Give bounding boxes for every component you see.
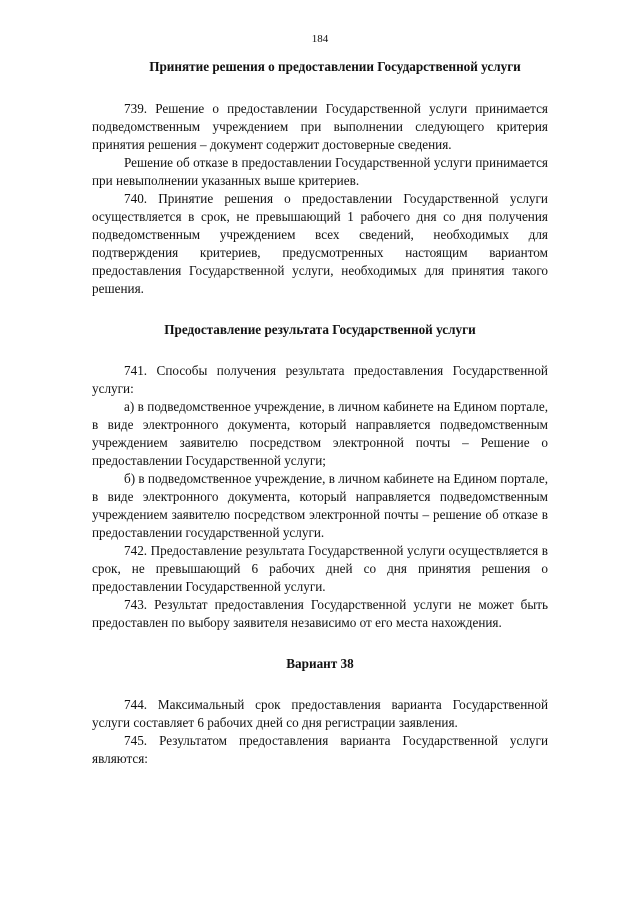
page-number: 184 bbox=[311, 33, 329, 45]
section-heading-decision: Принятие решения о предоставлении Государственной услуги bbox=[149, 59, 521, 74]
page-content bbox=[92, 58, 548, 768]
paragraph-741: 741. Способы получения результата предоставления Государственной услуги: bbox=[92, 363, 548, 396]
paragraph-743: 743. Результат предоставления Государственной услуги не может быть предоставлен по выбору заявителя независимо от его места нахождения. bbox=[92, 597, 548, 630]
list-item-a: а) в подведомственное учреждение, в личном кабинете на Едином портале, в виде электронного документа, который направляется подведомственным учреждением заявителю посредством электронной почты – Решение о предоставлении Государственной услуги; bbox=[92, 399, 548, 468]
section-heading-variant: Вариант 38 bbox=[286, 656, 354, 671]
section-heading-result: Предоставление результата Государственной услуги bbox=[164, 322, 476, 337]
paragraph-739: 739. Решение о предоставлении Государственной услуги принимается подведомственным учреждением при выполнении следующего критерия принятия решения – документ содержит достоверные сведения. bbox=[92, 101, 548, 152]
list-item-b: б) в подведомственное учреждение, в личном кабинете на Едином портале, в виде электронного документа, который направляется подведомственным учреждением заявителю посредством электронной почты – решение об отказе в предоставлении государственной услуги. bbox=[92, 471, 548, 540]
paragraph-744: 744. Максимальный срок предоставления варианта Государственной услуги составляет 6 рабочих дней со дня регистрации заявления. bbox=[92, 697, 548, 730]
paragraph-742: 742. Предоставление результата Государственной услуги осуществляется в срок, не превышающий 6 рабочих дней со дня принятия решения о предоставлении Государственной услуги. bbox=[92, 543, 548, 594]
paragraph-745: 745. Результатом предоставления варианта Государственной услуги являются: bbox=[92, 733, 548, 766]
paragraph-refusal: Решение об отказе в предоставлении Государственной услуги принимается при невыполнении указанных выше критериев. bbox=[92, 155, 548, 188]
paragraph-740: 740. Принятие решения о предоставлении Государственной услуги осуществляется в срок, не превышающий 1 рабочего дня со дня получения подведомственным учреждением всех сведений, необходимых для подтверждения критериев, предусмотренных настоящим вариантом предоставления Государственной услуги, необходимых для принятия такого решения. bbox=[92, 191, 548, 296]
